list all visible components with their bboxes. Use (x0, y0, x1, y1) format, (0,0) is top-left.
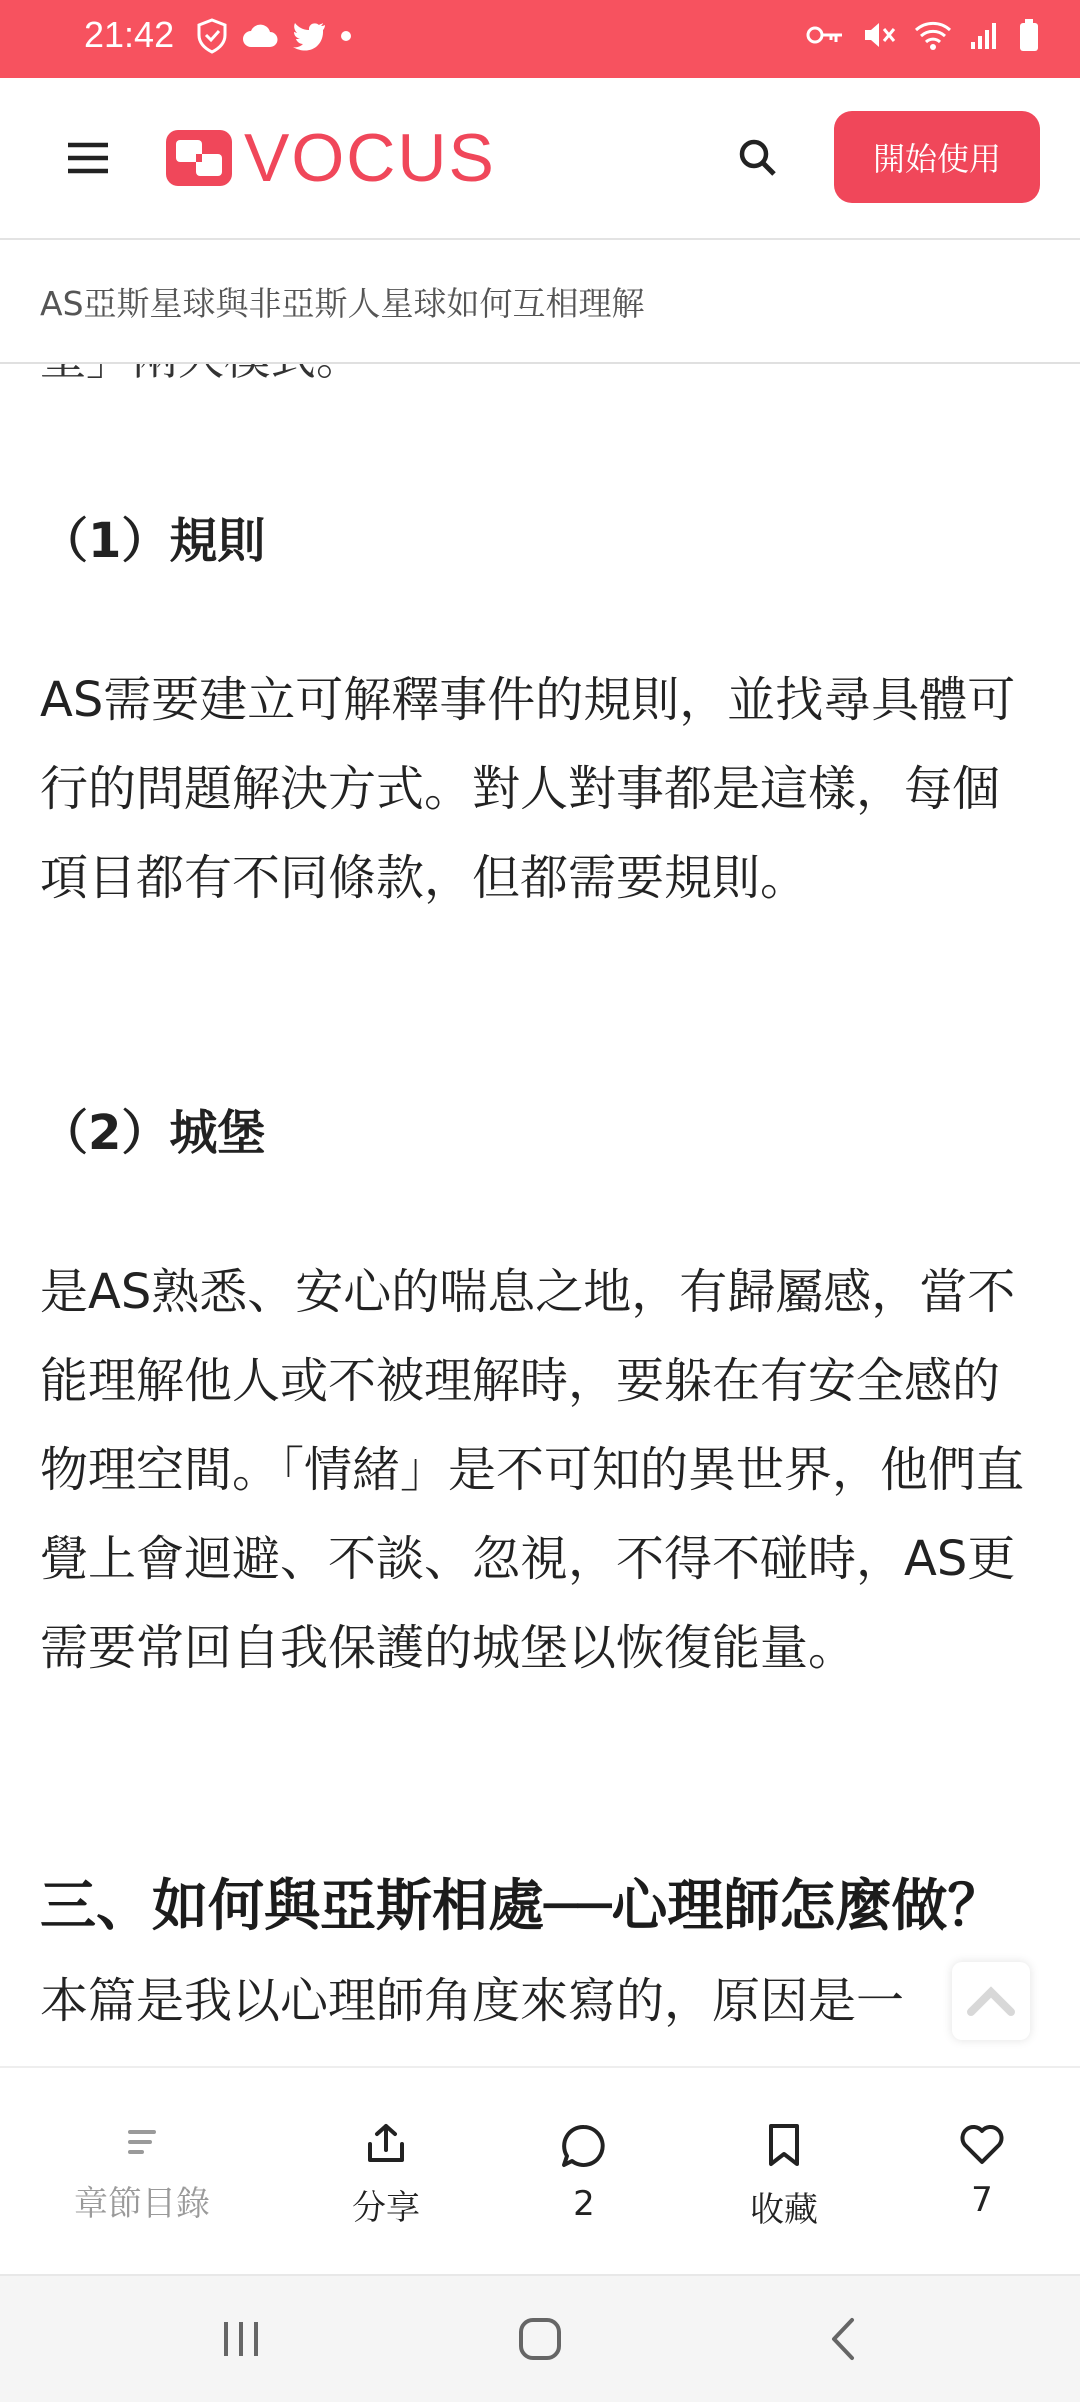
search-icon (730, 130, 786, 186)
wifi-icon (914, 20, 952, 50)
cloud-icon (242, 23, 278, 49)
toc-button[interactable] (42, 2122, 242, 2225)
article-title-bar (0, 240, 1080, 364)
share-button[interactable] (286, 2122, 486, 2229)
battery-icon (1018, 18, 1040, 52)
dot-icon (340, 30, 352, 42)
status-time: 21:42 (84, 14, 175, 55)
status-bar (0, 0, 1080, 78)
share-label: 分享 (352, 2188, 420, 2228)
partial-paragraph-line: 本篇是我以心理師角度來寫的，原因是一 (40, 1973, 905, 2029)
likes-count: 7 (971, 2180, 993, 2220)
article-action-bar (0, 2066, 1080, 2274)
comment-bubble-icon (560, 2122, 608, 2170)
comments-count: 2 (573, 2184, 595, 2224)
menu-button[interactable] (60, 130, 116, 186)
shield-icon (196, 18, 228, 54)
subheading-rules: （1）規則 (40, 513, 266, 569)
paragraph-castle: 是AS熟悉、安心的喘息之地，有歸屬感，當不能理解他人或不被理解時，要躲在有安全感的物理空間。「情緒」是不可知的異世界，他們直覺上會迴避、不談、忽視，不得不碰時，AS更需要常回自我保護的城堡以恢復能量。 (40, 1264, 1025, 1676)
signal-icon (970, 20, 1000, 50)
paragraph-rules: AS需要建立可解釋事件的規則，並找尋具體可行的問題解決方式。對人對事都是這樣，每個項目都有不同條款，但都需要規則。 (40, 672, 1016, 906)
recent-apps-icon (216, 2314, 266, 2364)
key-icon (806, 24, 844, 46)
chevron-up-icon (966, 1984, 1016, 2018)
vocus-logo[interactable] (166, 120, 496, 196)
logo-text: VOCUS (244, 120, 496, 196)
scroll-to-top-button[interactable] (952, 1962, 1030, 2040)
logo-mark-icon (166, 130, 232, 186)
recent-apps-button[interactable] (216, 2314, 266, 2368)
article-body (0, 362, 1080, 2066)
home-button[interactable] (515, 2314, 565, 2368)
app-header (0, 78, 1080, 240)
bookmark-label: 收藏 (750, 2190, 818, 2230)
bookmark-button[interactable] (684, 2122, 884, 2231)
bookmark-icon (764, 2122, 804, 2168)
section-heading: 三、如何與亞斯相處──心理師怎麼做？ (40, 1874, 1004, 1939)
share-icon (364, 2122, 408, 2166)
article-title[interactable]: AS亞斯星球與非亞斯人星球如何互相理解 (40, 284, 645, 323)
subheading-castle: （2）城堡 (40, 1105, 266, 1161)
back-button[interactable] (820, 2314, 870, 2368)
hamburger-icon (60, 130, 116, 186)
search-button[interactable] (730, 130, 786, 186)
system-nav-bar (0, 2274, 1080, 2402)
toc-label: 章節目錄 (74, 2184, 210, 2224)
home-icon (515, 2314, 565, 2364)
mute-icon (862, 20, 896, 50)
heart-icon (958, 2122, 1006, 2166)
list-icon (122, 2122, 162, 2162)
start-using-button[interactable]: 開始使用 (834, 111, 1040, 203)
back-chevron-icon (820, 2314, 870, 2364)
like-button[interactable] (882, 2122, 1082, 2220)
twitter-icon (292, 22, 326, 50)
comments-button[interactable] (484, 2122, 684, 2224)
